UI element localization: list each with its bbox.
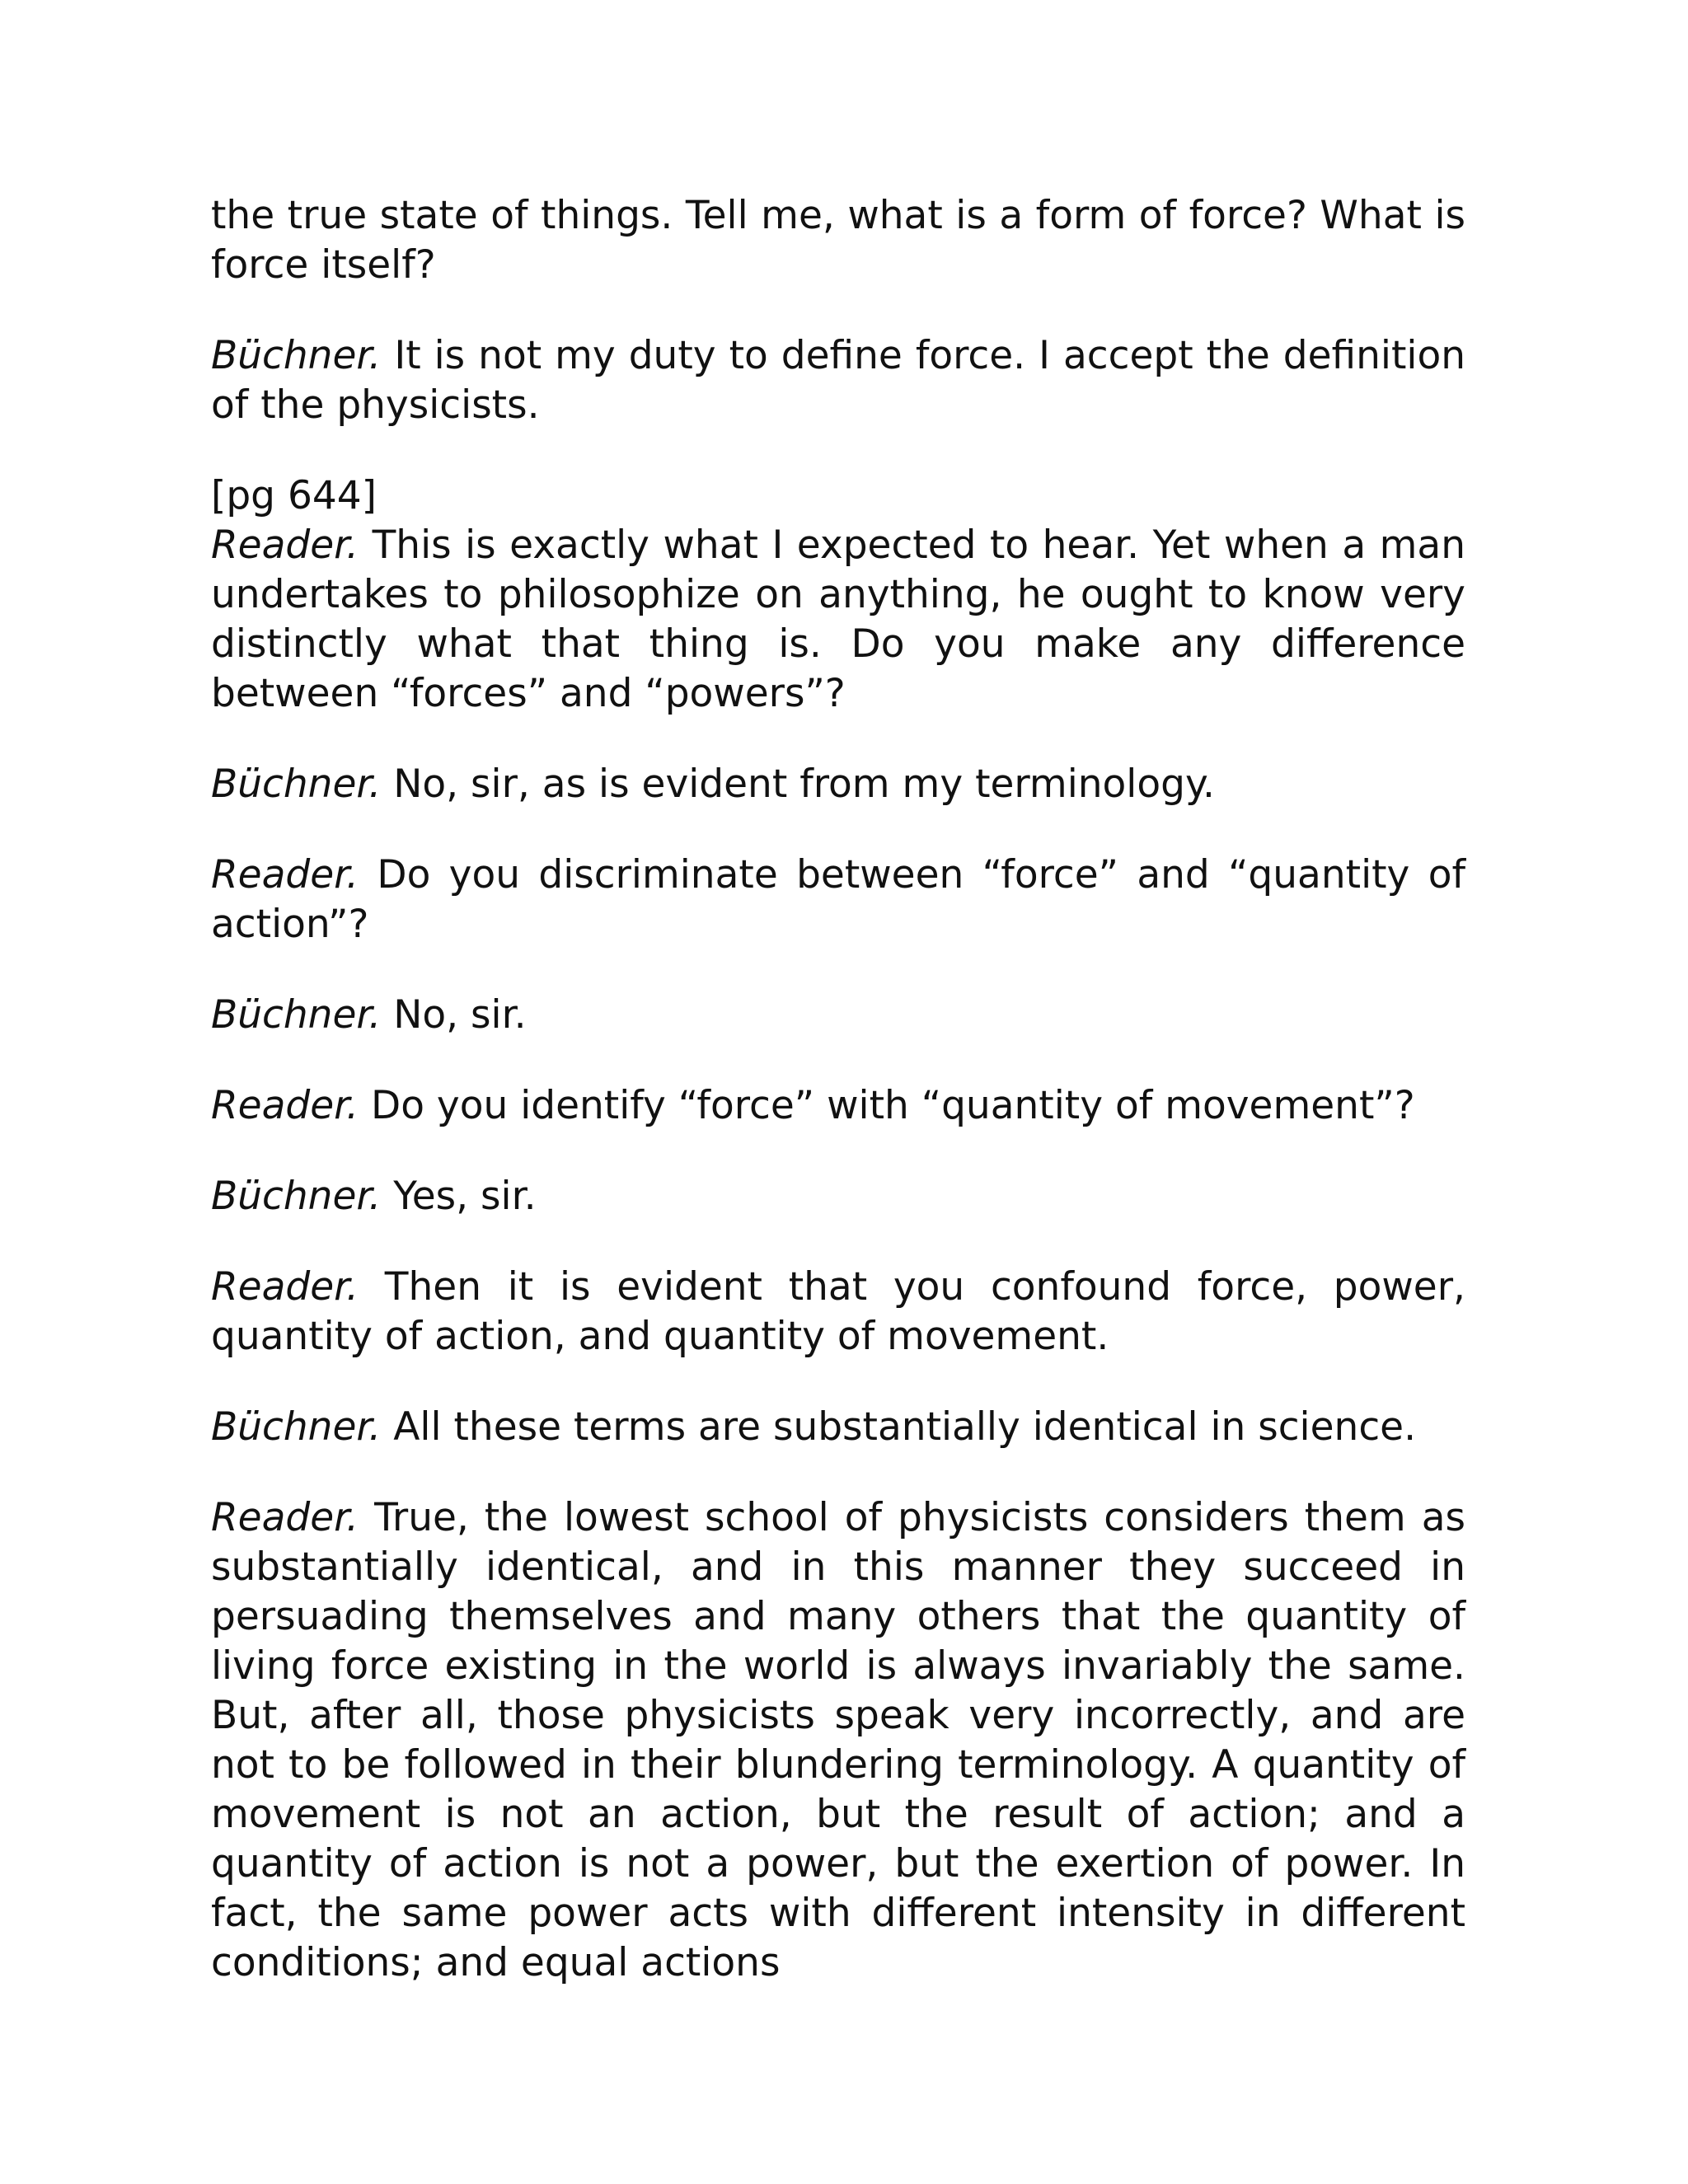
paragraph-text: the true state of things. Tell me, what is a form of force? What is force itself? bbox=[211, 193, 1465, 288]
page-number-marker: [pg 644] bbox=[211, 473, 377, 518]
paragraph-text: All these terms are substantially identical in science. bbox=[381, 1404, 1417, 1450]
speaker-name: Büchner. bbox=[211, 762, 382, 807]
document-body bbox=[211, 191, 1465, 2029]
speaker-name: Reader. bbox=[211, 1495, 359, 1540]
paragraph-text: Then it is evident that you confound force, power, quantity of action, and quantity of movement. bbox=[211, 1264, 1465, 1359]
speaker-name: Reader. bbox=[211, 1264, 359, 1310]
paragraph bbox=[211, 471, 1465, 719]
paragraph-text: Yes, sir. bbox=[381, 1174, 537, 1219]
paragraph bbox=[211, 851, 1465, 949]
paragraph-text: Do you discriminate between “force” and “quantity of action”? bbox=[211, 852, 1465, 947]
paragraph bbox=[211, 331, 1465, 430]
speaker-name: Reader. bbox=[211, 1083, 359, 1128]
paragraph bbox=[211, 1172, 1465, 1221]
paragraph-text: It is not my duty to define force. I accept the definition of the physicists. bbox=[211, 333, 1465, 428]
paragraph-text: No, sir. bbox=[381, 992, 527, 1038]
paragraph bbox=[211, 991, 1465, 1040]
speaker-name: Reader. bbox=[211, 852, 359, 898]
speaker-name: Büchner. bbox=[211, 333, 382, 378]
speaker-name: Büchner. bbox=[211, 992, 382, 1038]
paragraph-text: True, the lowest school of physicists considers them as substantially identical, and in this manner they succeed in persuading themselves and many others that the quantity of living force existing in the world is always invariably the same. But, after all, those physicists speak very incorrectly, and are not to be followed in their blundering terminology. A quantity of movement is not an action, but the result of action; and a quantity of action is not a power, but the exertion of power. In fact, the same power acts with different intensity in different conditions; and equal actions bbox=[211, 1495, 1465, 1985]
paragraph bbox=[211, 191, 1465, 290]
paragraph bbox=[211, 1403, 1465, 1452]
speaker-name: Reader. bbox=[211, 523, 359, 568]
paragraph bbox=[211, 1081, 1465, 1131]
speaker-name: Büchner. bbox=[211, 1174, 382, 1219]
paragraph bbox=[211, 1263, 1465, 1361]
paragraph-text: This is exactly what I expected to hear. Yet when a man undertakes to philosophize on anything, he ought to know very distinctly what that thing is. Do you make any difference between “forces” and “powers”? bbox=[211, 523, 1465, 716]
speaker-name: Büchner. bbox=[211, 1404, 382, 1450]
paragraph bbox=[211, 760, 1465, 809]
paragraph-text: No, sir, as is evident from my terminology. bbox=[381, 762, 1215, 807]
paragraph-text: Do you identify “force” with “quantity of movement”? bbox=[359, 1083, 1415, 1128]
paragraph bbox=[211, 1493, 1465, 1988]
